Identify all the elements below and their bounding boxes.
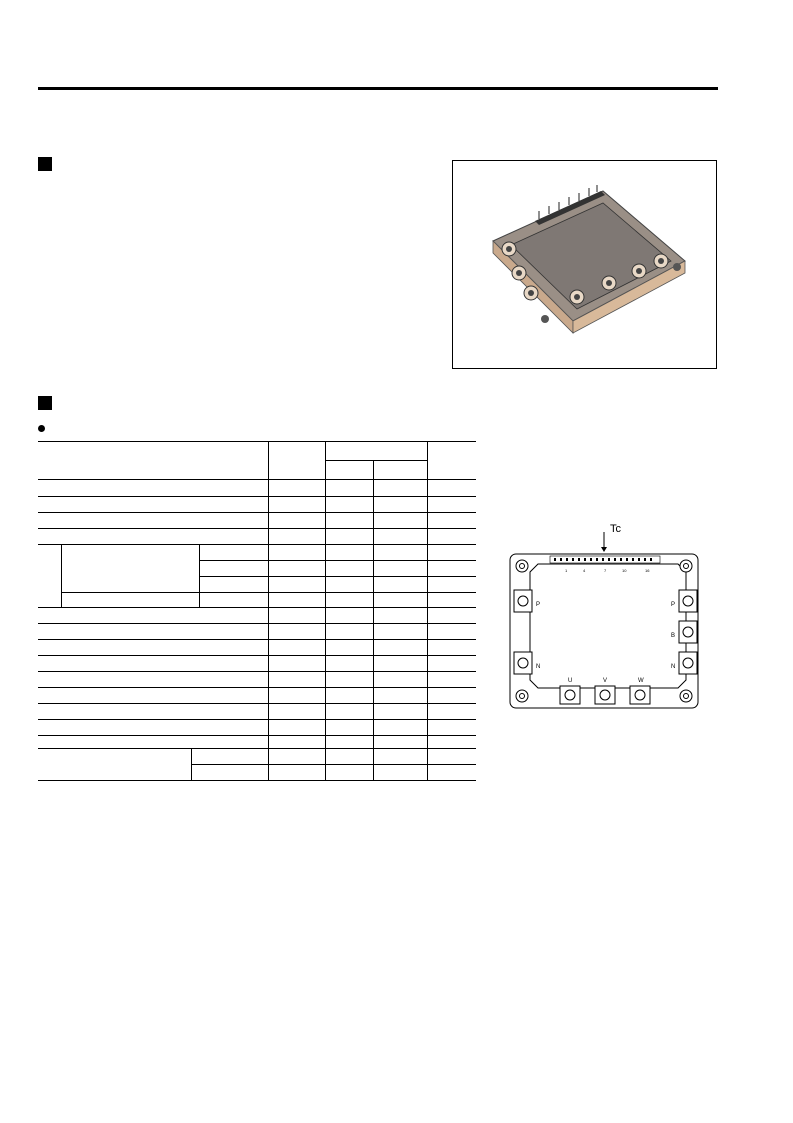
product-photo — [452, 160, 717, 369]
pin-number: 7 — [604, 568, 607, 573]
pin-number: 4 — [583, 568, 586, 573]
list-bullet — [38, 425, 45, 432]
ipm-module-image — [453, 161, 716, 368]
section-marker-ratings — [38, 396, 52, 410]
terminal-label-v: V — [603, 678, 608, 684]
pin-number: 1 — [565, 568, 568, 573]
header-rule — [38, 87, 718, 90]
arrow-down-icon — [601, 547, 607, 552]
terminal-layout-diagram — [508, 518, 703, 712]
case-temp-label: Tc — [610, 523, 621, 535]
terminal-outline — [508, 518, 703, 712]
terminal-label-u: U — [568, 678, 573, 684]
terminal-label-right-b: B — [671, 633, 676, 639]
terminal-label-w: W — [638, 678, 644, 684]
terminal-label-right-p: P — [671, 602, 676, 608]
terminal-label-left-n: N — [536, 664, 541, 670]
pin-number: 10 — [622, 568, 627, 573]
ratings-table-grid — [38, 441, 476, 781]
terminal-label-left-p: P — [536, 602, 541, 608]
terminal-label-right-n: N — [671, 664, 676, 670]
section-marker-features — [38, 157, 52, 171]
pin-number: 16 — [645, 568, 650, 573]
ratings-table — [38, 441, 476, 781]
